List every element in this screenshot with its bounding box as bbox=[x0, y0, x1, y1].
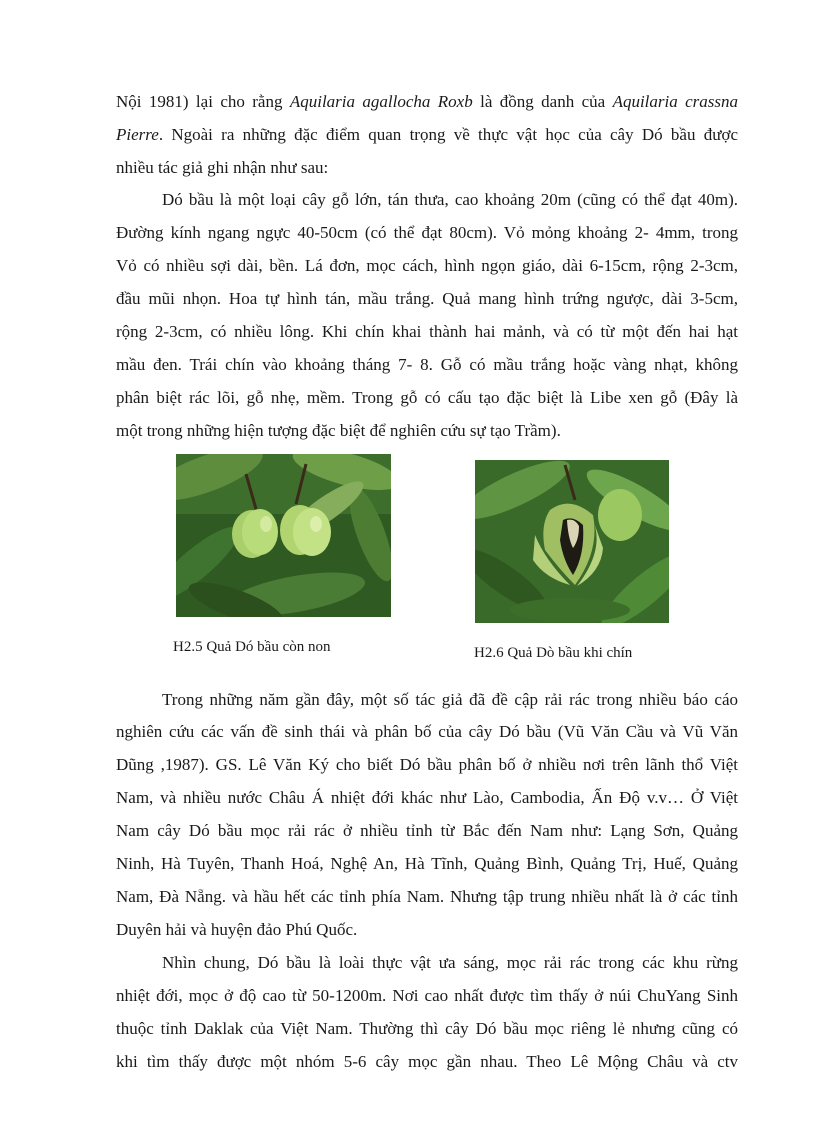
text-line: Nam, và nhiều nước Châu Á nhiệt đới khác như Lào, Cambodia, Ấn Độ v.v… Ở Việt bbox=[116, 788, 738, 807]
text-line: Nam, Đà Nẵng. và hầu hết các tỉnh phía Nam. Nhưng tập trung nhiều nhất là ở các tỉnh bbox=[116, 887, 738, 906]
text-line: Đường kính ngang ngực 40-50cm (có thể đạt 80cm). Vỏ mỏng khoảng 2- 4mm, trong bbox=[116, 223, 738, 242]
young-fruit-photo bbox=[176, 454, 391, 617]
text-line: Ninh, Hà Tuyên, Thanh Hoá, Nghệ An, Hà Tĩnh, Quảng Bình, Quảng Trị, Huế, Quảng bbox=[116, 854, 738, 873]
figure-caption-young: H2.5 Quả Dó bầu còn non bbox=[173, 639, 331, 655]
text-span: . Ngoài ra những đặc điểm quan trọng về thực vật học của cây Dó bầu được bbox=[158, 125, 738, 144]
species-name: Pierre bbox=[116, 125, 159, 144]
ripe-fruit-illustration bbox=[475, 460, 669, 623]
text-line: nghiên cứu các vấn đề sinh thái và phân bố của cây Dó bầu (Vũ Văn Cầu và Vũ Văn bbox=[116, 722, 738, 741]
species-name: Aquilaria agallocha Roxb bbox=[289, 92, 473, 111]
text-line: Dó bầu là một loại cây gỗ lớn, tán thưa, cao khoảng 20m (cũng có thể đạt 40m). bbox=[162, 190, 738, 209]
text-line: Dũng ,1987). GS. Lê Văn Ký cho biết Dó bầu phân bố ở nhiều nơi trên lãnh thổ Việt bbox=[116, 755, 738, 774]
text-line: rộng 2-3cm, có nhiều lông. Khi chín khai thành hai mảnh, và có từ một đến hai hạt bbox=[116, 322, 738, 341]
text-line: Duyên hải và huyện đảo Phú Quốc. bbox=[116, 920, 358, 939]
text-line: mầu đen. Trái chín vào khoảng tháng 7- 8. Gỗ có mầu trắng hoặc vàng nhạt, không bbox=[116, 355, 738, 374]
text-line: Vỏ có nhiều sợi dài, bền. Lá đơn, mọc cách, hình ngọn giáo, dài 6-15cm, rộng 2-3cm, bbox=[116, 256, 738, 275]
text-span: là đồng danh của bbox=[472, 92, 613, 111]
text-line: Nhìn chung, Dó bầu là loài thực vật ưa sáng, mọc rải rác trong các khu rừng bbox=[162, 953, 738, 972]
text-line: Nam cây Dó bầu mọc rải rác ở nhiều tỉnh từ Bắc đến Nam như: Lạng Sơn, Quảng bbox=[116, 821, 738, 840]
text-line: thuộc tỉnh Daklak của Việt Nam. Thường thì cây Dó bầu mọc riêng lẻ nhưng cũng có bbox=[116, 1019, 738, 1038]
text-line bbox=[116, 92, 738, 112]
text-line: nhiệt đới, mọc ở độ cao từ 50-1200m. Nơi cao nhất được tìm thấy ở núi ChuYang Sinh bbox=[116, 986, 738, 1005]
ripe-fruit-photo bbox=[475, 460, 669, 623]
text-line: nhiều tác giả ghi nhận như sau: bbox=[116, 158, 329, 177]
young-fruit-illustration bbox=[176, 454, 391, 617]
text-line: một trong những hiện tượng đặc biệt để nghiên cứu sự tạo Trầm). bbox=[116, 421, 561, 440]
text-line: phân biệt rác lõi, gỗ nhẹ, mềm. Trong gỗ có cấu tạo đặc biệt là Libe xen gỗ (Đây là bbox=[116, 388, 738, 407]
text-line bbox=[116, 125, 738, 145]
text-line: đầu mũi nhọn. Hoa tự hình tán, mầu trắng. Quả mang hình trứng ngược, dài 3-5cm, bbox=[116, 289, 738, 308]
text-line: khi tìm thấy được một nhóm 5-6 cây mọc gần nhau. Theo Lê Mộng Châu và ctv bbox=[116, 1052, 738, 1071]
text-line: Trong những năm gần đây, một số tác giả đã đề cập rải rác trong nhiều báo cáo bbox=[162, 690, 738, 709]
text-span: Nội 1981) lại cho rằng bbox=[116, 92, 290, 111]
species-name: Aquilaria crassna bbox=[612, 92, 739, 111]
figure-caption-ripe: H2.6 Quả Dò bầu khi chín bbox=[474, 645, 633, 661]
